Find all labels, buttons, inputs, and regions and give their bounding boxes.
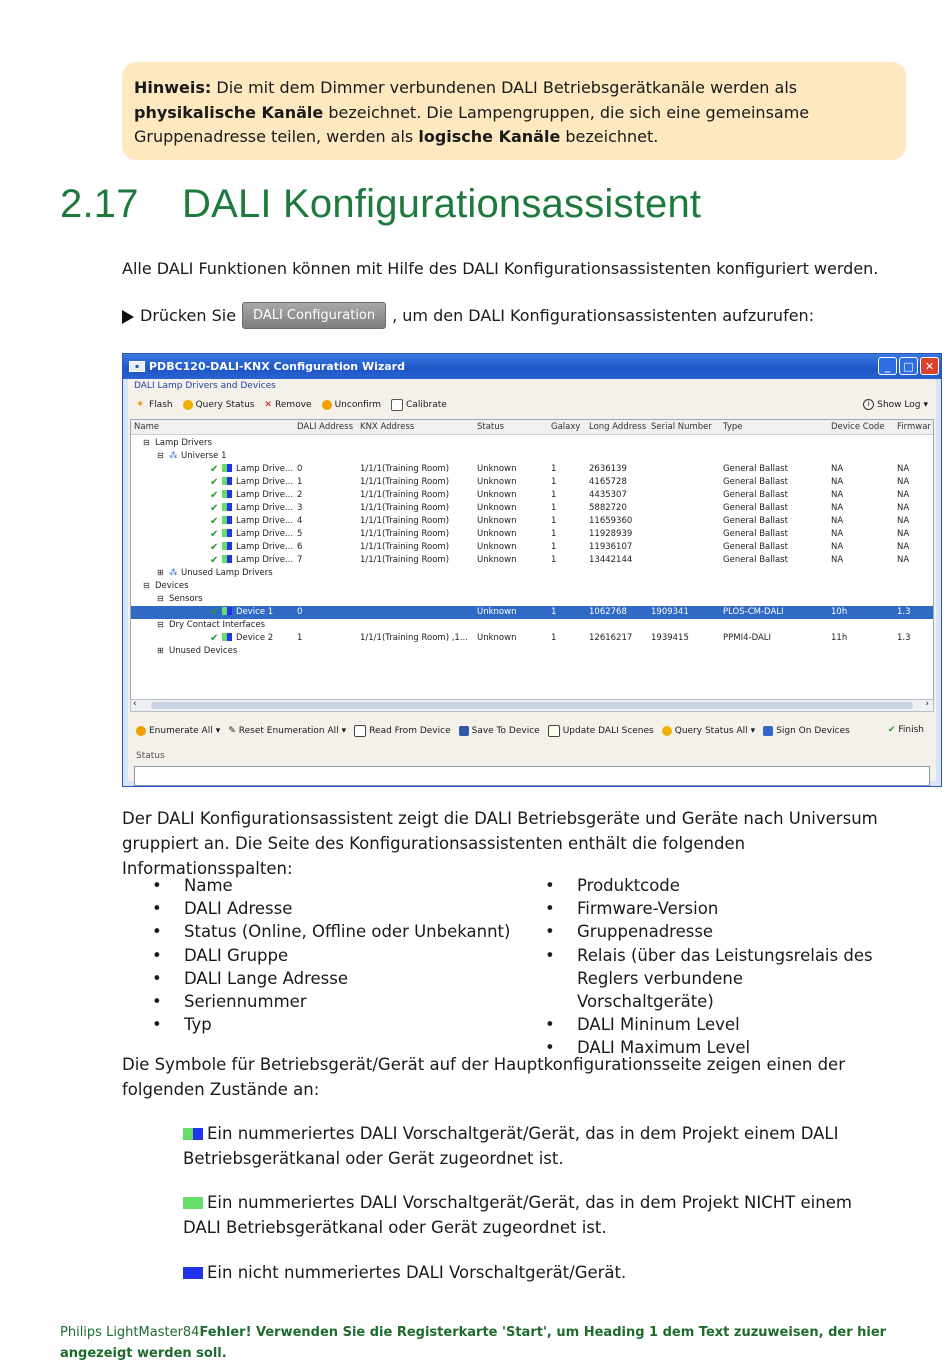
unconfirm-button[interactable]	[322, 400, 381, 410]
check-icon: ✔	[210, 555, 219, 566]
cell-name: Device 1	[236, 607, 274, 617]
page-footer	[60, 1322, 890, 1364]
expand-icon[interactable]: ⊟	[143, 581, 150, 590]
cell-galaxy: 1	[551, 503, 557, 513]
device-row[interactable]	[131, 632, 933, 645]
instruction-line	[122, 300, 814, 330]
status-label: Status	[136, 751, 165, 761]
cell-name: Lamp Drive...	[236, 477, 294, 487]
check-icon: ✔	[210, 529, 219, 540]
cell-type: General Ballast	[723, 490, 788, 500]
read-icon	[354, 725, 366, 737]
cell-dali: 0	[297, 607, 303, 617]
status-square-icon	[222, 542, 234, 550]
cell-fw: 1.3	[897, 607, 911, 617]
list-item: • Produktcode	[545, 874, 875, 897]
cell-code: 10h	[831, 607, 848, 617]
check-icon: ✔	[210, 607, 219, 618]
note-box	[122, 62, 906, 160]
scroll-right-icon[interactable]: ›	[925, 699, 929, 709]
tree-node[interactable]	[131, 645, 933, 658]
update-icon	[548, 725, 560, 737]
status-square-icon	[222, 555, 234, 563]
cell-knx: 1/1/1(Training Room)	[360, 542, 450, 552]
cell-long: 4165728	[589, 477, 627, 487]
cell-galaxy: 1	[551, 529, 557, 539]
check-icon: ✔	[210, 464, 219, 475]
finish-button[interactable]	[888, 725, 924, 735]
read-from-device-button[interactable]	[354, 725, 450, 737]
col-dali-address[interactable]: DALI Address	[297, 422, 354, 432]
query-status-label: Query Status	[195, 400, 255, 410]
cell-type: PLOS-CM-DALI	[723, 607, 784, 617]
cell-name: Lamp Drive...	[236, 490, 294, 500]
remove-icon: ✕	[264, 400, 273, 410]
calibrate-label: Calibrate	[406, 400, 447, 410]
expand-icon[interactable]: ⊟	[157, 594, 164, 603]
cell-serial: 1909341	[651, 607, 689, 617]
dropdown-icon: ▾	[215, 726, 221, 736]
cell-galaxy: 1	[551, 477, 557, 487]
status-square-icon	[222, 633, 234, 641]
lamp-driver-row[interactable]	[131, 515, 933, 528]
flash-label: Flash	[149, 400, 173, 410]
green-square-icon	[183, 1128, 193, 1140]
cell-dali: 1	[297, 633, 303, 643]
column-list-left	[152, 874, 522, 1036]
instruction-before: Drücken Sie	[140, 305, 237, 325]
save-to-device-button[interactable]	[459, 726, 540, 736]
section-number: 2.17	[60, 182, 139, 226]
cell-fw: NA	[897, 490, 910, 500]
status-square-icon	[222, 477, 234, 485]
cell-fw: NA	[897, 529, 910, 539]
cell-long: 11936107	[589, 542, 633, 552]
cell-code: NA	[831, 490, 844, 500]
cell-status: Unknown	[477, 503, 517, 513]
flash-button[interactable]	[136, 400, 173, 410]
calibrate-icon	[391, 399, 403, 411]
update-scenes-button[interactable]	[548, 725, 654, 737]
cell-type: General Ballast	[723, 555, 788, 565]
footer-product: Philips LightMaster84	[60, 1325, 200, 1340]
save-icon	[459, 726, 469, 736]
sign-on-icon	[763, 726, 773, 736]
cell-code: NA	[831, 503, 844, 513]
col-name[interactable]: Name	[134, 422, 160, 432]
cell-galaxy: 1	[551, 633, 557, 643]
enumerate-all-button[interactable]	[136, 726, 220, 736]
cell-fw: NA	[897, 542, 910, 552]
finish-label: Finish	[898, 725, 924, 735]
blue-square-icon	[193, 1128, 203, 1140]
cell-status: Unknown	[477, 542, 517, 552]
section-heading	[60, 182, 701, 227]
cell-dali: 0	[297, 464, 303, 474]
sign-on-devices-button[interactable]	[763, 726, 850, 736]
app-icon: ▪	[129, 361, 145, 372]
cell-status: Unknown	[477, 477, 517, 487]
expand-icon[interactable]: ⊟	[143, 438, 150, 447]
list-item: • DALI Lange Adresse	[152, 967, 522, 990]
dali-configuration-button[interactable]: DALI Configuration	[242, 302, 386, 329]
cell-dali: 3	[297, 503, 303, 513]
cell-knx: 1/1/1(Training Room)	[360, 464, 450, 474]
expand-icon[interactable]: ⊞	[157, 568, 164, 577]
cell-type: General Ballast	[723, 516, 788, 526]
status-field[interactable]	[134, 766, 930, 786]
tree-devices: Devices	[155, 581, 189, 591]
tree-universe: Universe 1	[181, 451, 227, 461]
dropdown-icon: ▾	[750, 726, 756, 736]
col-serial-number[interactable]: Serial Number	[651, 422, 712, 432]
status-square-icon	[222, 503, 234, 511]
cell-dali: 6	[297, 542, 303, 552]
cell-code: NA	[831, 477, 844, 487]
cell-long: 11928939	[589, 529, 633, 539]
cell-long: 13442144	[589, 555, 633, 565]
unconfirm-label: Unconfirm	[334, 400, 382, 410]
tree-node[interactable]	[131, 619, 933, 632]
cell-galaxy: 1	[551, 490, 557, 500]
cell-status: Unknown	[477, 555, 517, 565]
cell-type: General Ballast	[723, 503, 788, 513]
cell-status: Unknown	[477, 464, 517, 474]
remove-label: Remove	[275, 400, 312, 410]
tree-node[interactable]	[131, 450, 933, 463]
col-firmware[interactable]: Firmwar	[897, 422, 931, 432]
cell-type: General Ballast	[723, 542, 788, 552]
status-square-icon	[222, 464, 234, 472]
grid-header	[131, 420, 933, 435]
device-row[interactable]	[131, 606, 933, 619]
cell-galaxy: 1	[551, 516, 557, 526]
cell-status: Unknown	[477, 607, 517, 617]
description-paragraph: Der DALI Konfigurationsassistent zeigt die DALI Betriebsgeräte und Geräte nach Universum gruppiert an. Die Seite des Konfigurationsassistenten enthält die folgenden Informationsspalten:	[122, 809, 878, 878]
col-status[interactable]: Status	[477, 422, 505, 432]
cell-code: NA	[831, 516, 844, 526]
cell-type: General Ballast	[723, 464, 788, 474]
save-to-device-label: Save To Device	[471, 726, 540, 736]
tree-node[interactable]	[131, 437, 933, 450]
note-text-3: bezeichnet.	[560, 127, 659, 146]
cell-type: PPMI4-DALI	[723, 633, 772, 643]
cell-long: 1062768	[589, 607, 627, 617]
check-icon: ✔	[887, 725, 896, 735]
info-icon: i	[863, 399, 874, 410]
cell-long: 4435307	[589, 490, 627, 500]
cell-dali: 7	[297, 555, 303, 565]
cell-code: NA	[831, 464, 844, 474]
cell-status: Unknown	[477, 490, 517, 500]
lamp-driver-row[interactable]	[131, 528, 933, 541]
list-item: • Gruppenadresse	[545, 920, 875, 943]
horizontal-scrollbar[interactable]	[130, 699, 934, 712]
check-icon: ✔	[210, 503, 219, 514]
tree-lamp-drivers: Lamp Drivers	[155, 438, 212, 448]
note-label: Hinweis:	[134, 78, 212, 97]
arrow-icon	[122, 310, 134, 324]
cell-galaxy: 1	[551, 464, 557, 474]
pencil-icon: ✎	[228, 726, 236, 736]
cell-name: Lamp Drive...	[236, 555, 294, 565]
expand-icon[interactable]: ⊟	[157, 620, 164, 629]
cell-status: Unknown	[477, 516, 517, 526]
reset-enumeration-button[interactable]	[228, 726, 346, 736]
lamp-driver-row[interactable]	[131, 502, 933, 515]
tree-dry-contact: Dry Contact Interfaces	[169, 620, 266, 630]
status-square-icon	[222, 516, 234, 524]
legend-text: Ein nicht nummeriertes DALI Vorschaltgerät/Gerät.	[207, 1263, 627, 1282]
intro-paragraph: Alle DALI Funktionen können mit Hilfe des DALI Konfigurationsassistenten konfiguriert werden.	[122, 259, 879, 278]
action-toolbar	[130, 721, 934, 741]
cell-name: Lamp Drive...	[236, 503, 294, 513]
list-item: • DALI Adresse	[152, 897, 522, 920]
cell-status: Unknown	[477, 529, 517, 539]
cell-galaxy: 1	[551, 607, 557, 617]
cell-name: Device 2	[236, 633, 274, 643]
list-item: • Typ	[152, 1013, 522, 1036]
symbols-intro: Die Symbole für Betriebsgerät/Gerät auf der Hauptkonfigurationsseite zeigen einen der folgenden Zustände an:	[122, 1055, 845, 1099]
cell-dali: 2	[297, 490, 303, 500]
status-square-icon	[222, 490, 234, 498]
query-icon	[183, 400, 193, 410]
tree-unused-lamp-drivers: Unused Lamp Drivers	[181, 568, 273, 578]
check-icon: ✔	[210, 516, 219, 527]
enumerate-icon	[136, 726, 146, 736]
cell-name: Lamp Drive...	[236, 529, 294, 539]
cell-galaxy: 1	[551, 542, 557, 552]
cell-knx: 1/1/1(Training Room)	[360, 555, 450, 565]
cell-fw: NA	[897, 555, 910, 565]
cell-code: 11h	[831, 633, 848, 643]
cell-dali: 4	[297, 516, 303, 526]
list-item: • Name	[152, 874, 522, 897]
cell-type: General Ballast	[723, 477, 788, 487]
check-icon: ✔	[210, 633, 219, 644]
wizard-title: PDBC120-DALI-KNX Configuration Wizard	[149, 360, 405, 373]
minimize-button[interactable]: _	[878, 357, 897, 375]
expand-icon[interactable]: ⊟	[157, 451, 164, 460]
note-text-2: bezeichnet. Die Lampengruppen, die sich eine gemeinsame Gruppenadresse teilen, werden als	[134, 102, 810, 146]
cell-knx: 1/1/1(Training Room) ,1...	[360, 633, 468, 643]
dropdown-icon: ▾	[923, 399, 928, 410]
lamp-driver-row[interactable]	[131, 463, 933, 476]
list-item: • DALI Gruppe	[152, 944, 522, 967]
status-square-icon	[222, 529, 234, 537]
cell-type: General Ballast	[723, 529, 788, 539]
query-status-all-label: Query Status All	[674, 726, 748, 736]
remove-button[interactable]	[265, 400, 312, 410]
cell-code: NA	[831, 529, 844, 539]
show-log-button[interactable]	[863, 399, 928, 410]
list-item: • DALI Mininum Level	[545, 1013, 875, 1036]
cell-dali: 1	[297, 477, 303, 487]
top-toolbar	[130, 395, 934, 415]
tree-node[interactable]	[131, 593, 933, 606]
cell-fw: 1.3	[897, 633, 911, 643]
section-title: DALI Konfigurationsassistent	[182, 182, 702, 226]
universe-icon: ⁂	[169, 451, 178, 461]
wizard-window	[122, 353, 942, 787]
scroll-left-icon[interactable]: ‹	[133, 699, 137, 709]
query-all-icon	[662, 726, 672, 736]
cell-code: NA	[831, 555, 844, 565]
universe-icon: ⁂	[169, 568, 178, 578]
check-icon: ✔	[210, 490, 219, 501]
cell-name: Lamp Drive...	[236, 542, 294, 552]
tree-sensors: Sensors	[169, 594, 203, 604]
note-bold-2: logische Kanäle	[418, 127, 561, 146]
query-status-all-button[interactable]	[662, 726, 755, 736]
cell-knx: 1/1/1(Training Room)	[360, 503, 450, 513]
cell-knx: 1/1/1(Training Room)	[360, 477, 450, 487]
cell-fw: NA	[897, 464, 910, 474]
list-item: • Seriennummer	[152, 990, 522, 1013]
check-icon: ✔	[210, 477, 219, 488]
list-item: • DALI Maximum Level	[545, 1036, 875, 1059]
cell-serial: 1939415	[651, 633, 689, 643]
cell-knx: 1/1/1(Training Room)	[360, 516, 450, 526]
blue-square-icon	[183, 1267, 203, 1279]
tree-unused-devices: Unused Devices	[169, 646, 238, 656]
close-button[interactable]: ✕	[920, 357, 939, 375]
col-galaxy[interactable]: Galaxy	[551, 422, 581, 432]
cell-knx: 1/1/1(Training Room)	[360, 490, 450, 500]
list-item: • Firmware-Version	[545, 897, 875, 920]
unconfirm-icon	[322, 400, 332, 410]
show-log-label: Show Log	[877, 399, 921, 410]
col-long-address[interactable]: Long Address	[589, 422, 647, 432]
instruction-after: , um den DALI Konfigurationsassistenten aufzurufen:	[392, 305, 815, 325]
col-type[interactable]: Type	[723, 422, 743, 432]
flash-icon: ✴	[136, 399, 145, 410]
col-knx-address[interactable]: KNX Address	[360, 422, 415, 432]
cell-long: 2636139	[589, 464, 627, 474]
cell-name: Lamp Drive...	[236, 516, 294, 526]
footer-error: Fehler! Verwenden Sie die Registerkarte 'Start', um Heading 1 dem Text zuzuweisen, der hier angezeigt werden soll.	[60, 1325, 887, 1361]
wizard-titlebar	[123, 354, 941, 379]
legend-text: Ein nummeriertes DALI Vorschaltgerät/Gerät, das in dem Projekt einem DALI Betriebsgerätkanal oder Gerät zugeordnet ist.	[183, 1124, 839, 1168]
dropdown-icon: ▾	[341, 726, 347, 736]
lamp-driver-row[interactable]	[131, 541, 933, 554]
read-from-device-label: Read From Device	[369, 726, 451, 736]
note-text-1: Die mit dem Dimmer verbundenen DALI Betriebsgerätkanäle werden als	[211, 78, 798, 97]
wizard-body	[128, 379, 936, 781]
cell-galaxy: 1	[551, 555, 557, 565]
lamp-driver-row[interactable]	[131, 554, 933, 567]
check-icon: ✔	[210, 542, 219, 553]
column-list-right	[545, 874, 875, 1060]
cell-dali: 5	[297, 529, 303, 539]
cell-long: 12616217	[589, 633, 633, 643]
cell-status: Unknown	[477, 633, 517, 643]
status-square-icon	[222, 607, 234, 615]
scroll-thumb[interactable]	[151, 702, 913, 709]
cell-fw: NA	[897, 503, 910, 513]
update-scenes-label: Update DALI Scenes	[562, 726, 654, 736]
device-grid	[130, 419, 934, 701]
note-bold-1: physikalische Kanäle	[134, 102, 324, 122]
cell-long: 11659360	[589, 516, 633, 526]
cell-code: NA	[831, 542, 844, 552]
list-item: • Relais (über das Leistungsrelais des Reglers verbundene Vorschaltgeräte)	[545, 944, 875, 1014]
enumerate-all-label: Enumerate All	[149, 726, 213, 736]
legend-item	[183, 1121, 883, 1171]
tree-node[interactable]	[131, 580, 933, 593]
query-status-button[interactable]	[183, 400, 255, 410]
col-device-code[interactable]: Device Code	[831, 422, 885, 432]
cell-name: Lamp Drive...	[236, 464, 294, 474]
legend-item	[183, 1260, 883, 1285]
tree-node[interactable]	[131, 567, 933, 580]
sign-on-devices-label: Sign On Devices	[776, 726, 850, 736]
legend-text: Ein nummeriertes DALI Vorschaltgerät/Gerät, das in dem Projekt NICHT einem DALI Betriebsgerätkanal oder Gerät zugeordnet ist.	[183, 1193, 852, 1237]
lamp-driver-row[interactable]	[131, 489, 933, 502]
green-square-icon	[183, 1197, 203, 1209]
lamp-driver-row[interactable]	[131, 476, 933, 489]
list-item: • Status (Online, Offline oder Unbekannt)	[152, 920, 522, 943]
legend-item	[183, 1190, 883, 1240]
cell-long: 5882720	[589, 503, 627, 513]
expand-icon[interactable]: ⊞	[157, 646, 164, 655]
cell-fw: NA	[897, 477, 910, 487]
maximize-button[interactable]: □	[899, 357, 918, 375]
reset-enumeration-label: Reset Enumeration All	[238, 726, 339, 736]
calibrate-button[interactable]	[391, 399, 447, 411]
cell-fw: NA	[897, 516, 910, 526]
group-label: DALI Lamp Drivers and Devices	[134, 381, 276, 391]
cell-knx: 1/1/1(Training Room)	[360, 529, 450, 539]
